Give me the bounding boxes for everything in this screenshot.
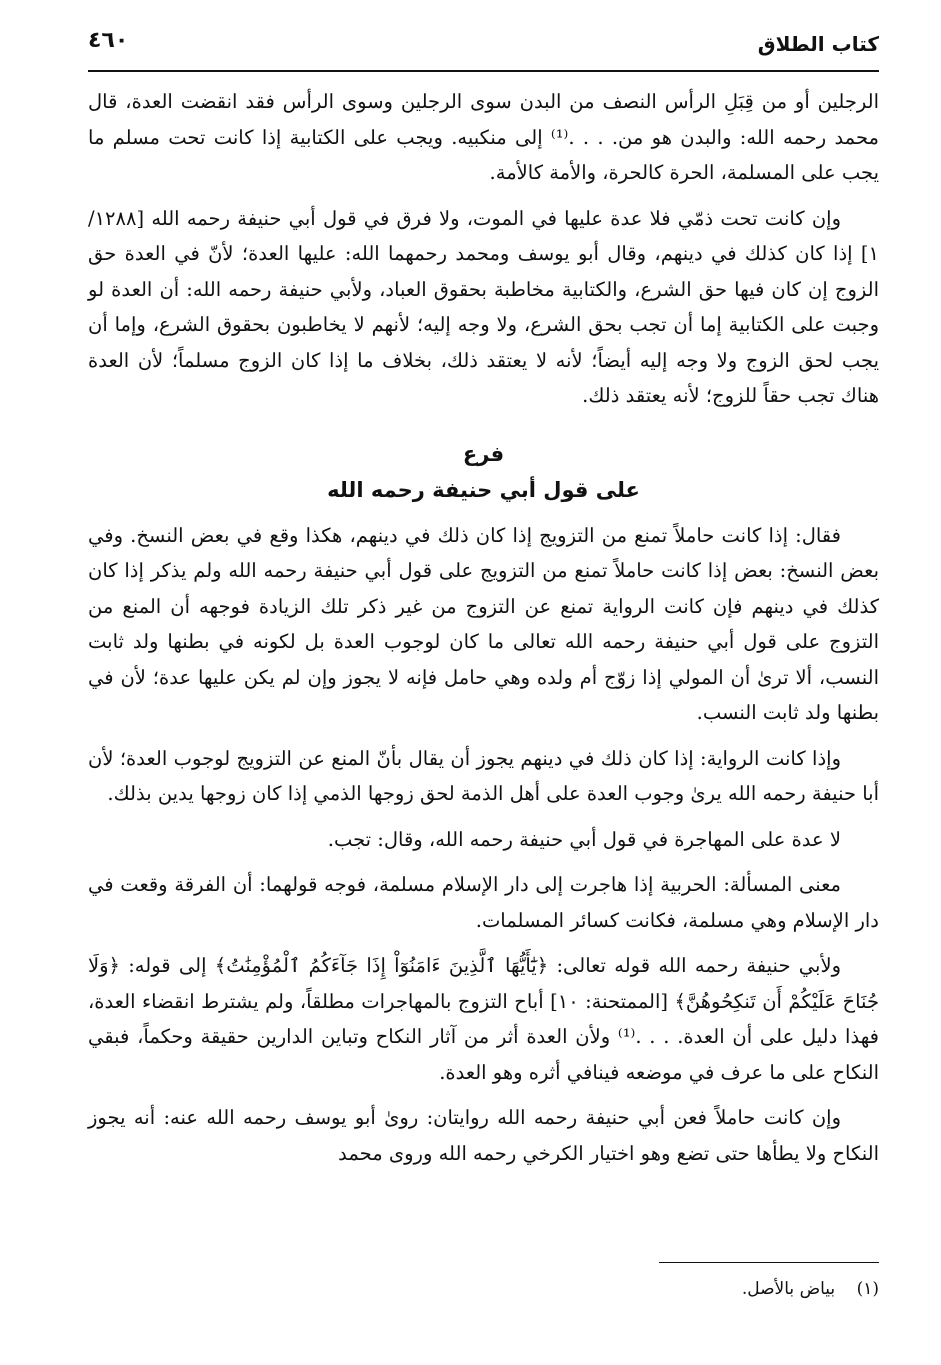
- paragraph-pregnant: فقال: إذا كانت حاملاً تمنع من التزويج إذا كان ذلك في دينهم، هكذا وقع في بعض النسخ. وفي بعض النسخ: بعض إذا كانت حاملاً تمنع من التزويج على قول أبي حنيفة رحمه الله ولم يذكر إذا كان كذلك في دينهم فإن كانت الرواية تمنع عن التزوج من غير ذكر تلك الزيادة فوجهه أن المنع من التزوج على قول أبي حنيفة رحمه الله تعالى ما كان لوجوب العدة بل لكونه في بطنها ولد ثابت النسب، ألا ترىٰ أن المولي إذا زوّج أم ولده وهي حامل فإنه لا يجوز وإن لم يكن عليها عدة؛ لأن في بطنها ولد ثابت النسب.: [88, 523, 879, 724]
- paragraph-abu-hanifa: ولأبي حنيفة رحمه الله قوله تعالى: ﴿يَٰٓأَيُّهَا ٱلَّذِينَ ءَامَنُوٓاْ إِذَا جَآءَكُمُ ٱلْمُؤْمِنَٰتُ﴾ إلى قوله: ﴿وَلَا جُنَاحَ عَلَيْكُمْ أَن تَنكِحُوهُنَّ﴾ [الممتحنة: ١٠] أباح التزوج بالمهاجرات مطلقاً، ولم يشترط انقضاء العدة، فهذا دليل على أن العدة. . . .⁽¹⁾ ولأن العدة أثر من آثار النكاح وتباين الدارين حقيقة وحكماً، فبقي النكاح على ما عرف في موضعه فينافي أثره وهو العدة.: [88, 954, 879, 1084]
- paragraph-riwaya: وإذا كانت الرواية: إذا كان ذلك في دينهم يجوز أن يقال بأنّ المنع عن التزويج لوجوب العدة؛ لأن أبا حنيفة رحمه الله يرىٰ وجوب العدة على أهل الذمة لحق زوجها الذمي إذا كان زوجها يدين بذلك.: [88, 746, 879, 805]
- page-body: [88, 84, 879, 1181]
- paragraph-meaning: معنى المسألة: الحربية إذا هاجرت إلى دار الإسلام مسلمة، فوجه قولهما: أن الفرقة وقعت في دار الإسلام وهي مسلمة، فكانت كسائر المسلمات.: [88, 873, 879, 932]
- page-header: [88, 26, 879, 72]
- paragraph-muhajira: لا عدة على المهاجرة في قول أبي حنيفة رحمه الله، وقال: تجب.: [327, 827, 841, 851]
- paragraph-two-narrations: وإن كانت حاملاً فعن أبي حنيفة رحمه الله روايتان: روىٰ أبو يوسف رحمه الله عنه: أنه يجوز النكاح ولا يطأها حتى تضع وهو اختيار الكرخي رحمه الله وروى محمد: [88, 1106, 879, 1165]
- footnote: [88, 1276, 879, 1302]
- footnote-text: بياض بالأصل.: [741, 1279, 836, 1299]
- paragraph-continuation: الرجلين أو من قِبَلِ الرأس النصف من البدن سوى الرجلين وسوى الرأس فقد انقضت العدة، قال محمد رحمه الله: والبدن هو من. . . .⁽¹⁾ إلى منكبيه. ويجب على الكتابية إذا كانت تحت مسلم ما يجب على المسلمة، الحرة كالحرة، والأمة كالأمة.: [88, 90, 879, 184]
- footnote-divider: [659, 1262, 879, 1263]
- paragraph-dhimmi: وإن كانت تحت ذمّي فلا عدة عليها في الموت، ولا فرق في قول أبي حنيفة رحمه الله [١٢٨٨/ ١] إذا كان كذلك في دينهم، وقال أبو يوسف ومحمد رحمهما الله: عليها العدة؛ لأنّ في العدة حق الزوج إن كان فيها حق الشرع، والكتابية مخاطبة بحقوق العباد، ولأبي حنيفة رحمه الله: أن العدة لو وجبت على الكتابية إما أن تجب بحق الشرع، ولا وجه إليه؛ لأنهم لا يخاطبون بحقوق الشرع، وإما أن يجب لحق الزوج ولا وجه إليه أيضاً؛ لأنه لا يعتقد ذلك، بخلاف ما إذا كان الزوج مسلماً؛ لأن العدة هناك تجب حقاً للزوج؛ لأنه يعتقد ذلك.: [88, 206, 879, 407]
- chapter-title: كتاب الطلاق: [757, 32, 879, 56]
- footnote-marker: (١): [856, 1279, 879, 1299]
- section-subheading: على قول أبي حنيفة رحمه الله: [327, 477, 640, 502]
- section-heading: فرع: [462, 441, 505, 466]
- page-number: ٤٦٠: [88, 28, 129, 53]
